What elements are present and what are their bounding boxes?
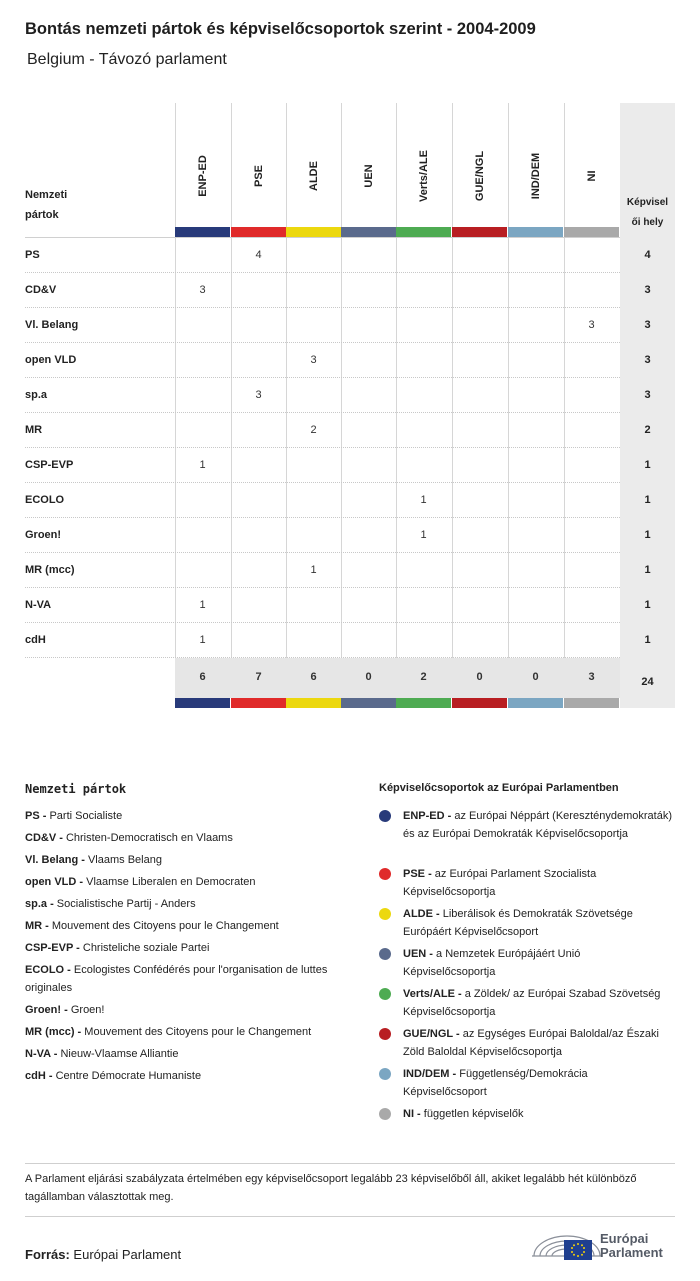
table-cell: 1 <box>310 564 317 576</box>
table-cell: 3 <box>310 354 317 366</box>
seats-cell: 1 <box>644 564 651 576</box>
row-divider <box>25 447 620 448</box>
legend-group-abbr: ENP-ED - <box>403 810 452 822</box>
group-color-bar <box>286 698 341 708</box>
group-total: 6 <box>199 671 206 683</box>
header-divider <box>25 237 620 238</box>
group-column-label: Verts/ALE <box>417 150 430 202</box>
group-total: 2 <box>420 671 427 683</box>
legend-party-text: Vlaamse Liberalen en Democraten <box>86 876 256 888</box>
legend-group-item <box>403 945 673 981</box>
seats-cell: 3 <box>644 389 651 401</box>
legend-group-abbr: IND/DEM - <box>403 1068 457 1080</box>
legend-party-text: Socialistische Partij - Anders <box>56 898 196 910</box>
group-color-bar <box>396 698 451 708</box>
logo-wordmark: Európai Parlament <box>600 1231 663 1260</box>
group-column-label: UEN <box>362 164 375 188</box>
party-name: MR (mcc) <box>25 564 75 576</box>
party-name: N-VA <box>25 599 52 611</box>
legend-party-text: Parti Socialiste <box>49 810 123 822</box>
party-name: sp.a <box>25 389 48 401</box>
legend-group-abbr: NI - <box>403 1108 421 1120</box>
seats-cell: 1 <box>644 599 651 611</box>
legend-group-item <box>403 1065 673 1101</box>
legend-party-item <box>25 895 365 913</box>
legend-group-text: az Európai Néppárt (Kereszténydemokraták) és az Európai Demokraták Képviselőcsoportja <box>403 810 673 840</box>
group-column-header <box>564 103 619 226</box>
legend-party-text: Christen-Democratisch en Vlaams <box>65 832 233 844</box>
legend-group-item <box>403 807 673 843</box>
legend-party-item <box>25 1045 365 1063</box>
group-column-header <box>341 103 396 226</box>
group-total: 6 <box>310 671 317 683</box>
row-divider <box>25 552 620 553</box>
group-column-header <box>396 103 451 226</box>
row-divider <box>25 412 620 413</box>
legend-group-text: az Egységes Európai Baloldal/az Északi Zöld Baloldal Képviselőcsoportja <box>403 1028 659 1058</box>
legend-group-text: az Európai Parlament Szocialista Képviselőcsoportja <box>403 868 597 898</box>
table-cell: 1 <box>199 634 206 646</box>
legend-party-text: Nieuw-Vlaamse Alliantie <box>60 1048 179 1060</box>
legend-party-item <box>25 829 365 847</box>
seats-column-header: Képvisel ői hely <box>626 197 669 228</box>
group-total: 0 <box>532 671 539 683</box>
row-divider <box>25 377 620 378</box>
legend-party-abbr: CD&V - <box>25 832 63 844</box>
legend-group-text: Függetlenség/Demokrácia Képviselőcsoport <box>403 1068 588 1098</box>
group-column-label: PSE <box>252 164 265 188</box>
divider <box>25 1163 675 1164</box>
source-line <box>25 1247 181 1262</box>
group-color-dot-icon <box>379 948 391 960</box>
legend-party-text: Mouvement des Citoyens pour le Changement <box>51 920 279 932</box>
table-cell: 3 <box>255 389 262 401</box>
group-column-header <box>231 103 286 226</box>
legend-party-item <box>25 961 365 997</box>
legend-party-item <box>25 939 365 957</box>
source-text: Európai Parlament <box>73 1247 182 1262</box>
seats-cell: 1 <box>644 494 651 506</box>
grand-total: 24 <box>641 676 654 688</box>
row-divider <box>25 272 620 273</box>
legend-group-text: a Nemzetek Európájáért Unió Képviselőcsoportja <box>403 948 581 978</box>
legend-group-abbr: Verts/ALE - <box>403 988 462 1000</box>
row-divider <box>25 622 620 623</box>
group-color-dot-icon <box>379 988 391 1000</box>
party-name: CD&V <box>25 284 57 296</box>
party-name: MR <box>25 424 43 436</box>
group-color-bar <box>508 698 563 708</box>
group-color-bar <box>231 698 286 708</box>
row-divider <box>25 482 620 483</box>
legend-party-item <box>25 1001 365 1019</box>
group-color-bar <box>452 698 507 708</box>
row-divider <box>25 587 620 588</box>
group-color-dot-icon <box>379 908 391 920</box>
legend-group-text: Liberálisok és Demokraták Szövetsége Európáért Képviselőcsoport <box>403 908 633 938</box>
group-column-label: NI <box>585 170 598 182</box>
group-color-dot-icon <box>379 1108 391 1120</box>
legend-party-text: Centre Démocrate Humaniste <box>55 1070 202 1082</box>
seats-cell: 1 <box>644 459 651 471</box>
legend-party-item <box>25 1023 365 1041</box>
legend-party-item <box>25 807 365 825</box>
legend-group-item <box>403 1105 673 1123</box>
group-color-dot-icon <box>379 810 391 822</box>
table-cell: 1 <box>199 459 206 471</box>
group-column-label: ENP-ED <box>196 155 209 197</box>
divider <box>25 1216 675 1217</box>
legend-party-text: Mouvement des Citoyens pour le Changement <box>84 1026 312 1038</box>
group-column-label: GUE/NGL <box>473 150 486 202</box>
legend-group-abbr: GUE/NGL - <box>403 1028 460 1040</box>
group-column-header <box>286 103 341 226</box>
legend-party-text: Ecologistes Confédérés pour l'organisation de luttes originales <box>25 964 328 994</box>
group-color-bar <box>175 698 230 708</box>
page-subtitle: Belgium - Távozó parlament <box>27 51 227 68</box>
party-name: Vl. Belang <box>25 319 79 331</box>
legend-party-item <box>25 917 365 935</box>
party-name: cdH <box>25 634 46 646</box>
group-total: 3 <box>588 671 595 683</box>
party-name: ECOLO <box>25 494 65 506</box>
group-color-dot-icon <box>379 868 391 880</box>
legend-party-abbr: MR - <box>25 920 49 932</box>
legend-party-item <box>25 851 365 869</box>
legend-party-abbr: Groen! - <box>25 1004 68 1016</box>
table-cell: 4 <box>255 249 262 261</box>
group-color-bar <box>564 698 619 708</box>
table-cell: 2 <box>310 424 317 436</box>
table-cell: 1 <box>420 494 427 506</box>
seats-cell: 3 <box>644 319 651 331</box>
group-total: 0 <box>476 671 483 683</box>
legend-party-abbr: CSP-EVP - <box>25 942 80 954</box>
legend-party-abbr: cdH - <box>25 1070 53 1082</box>
legend-group-abbr: PSE - <box>403 868 432 880</box>
footnote: A Parlament eljárási szabályzata értelmében egy képviselőcsoport legalább 23 képviselőből áll, akiket legalább hét különböző tagállamban választottak meg. <box>25 1173 637 1203</box>
seats-cell: 3 <box>644 284 651 296</box>
seats-cell: 2 <box>644 424 651 436</box>
legend-group-text: független képviselők <box>423 1108 524 1120</box>
table-cell: 1 <box>199 599 206 611</box>
legend-group-abbr: UEN - <box>403 948 433 960</box>
seats-cell: 3 <box>644 354 651 366</box>
legend-party-abbr: MR (mcc) - <box>25 1026 82 1038</box>
table-cell: 3 <box>199 284 206 296</box>
page-title: Bontás nemzeti pártok és képviselőcsoportok szerint - 2004-2009 <box>25 20 536 38</box>
legend-group-abbr: ALDE - <box>403 908 440 920</box>
legend-party-abbr: ECOLO - <box>25 964 71 976</box>
group-column-header <box>175 103 230 226</box>
party-name: open VLD <box>25 354 77 366</box>
seats-cell: 4 <box>644 249 651 261</box>
row-divider <box>25 307 620 308</box>
legend-party-abbr: open VLD - <box>25 876 84 888</box>
table-cell: 1 <box>420 529 427 541</box>
national-parties-legend-title: Nemzeti pártok <box>25 782 127 796</box>
row-divider <box>25 657 620 658</box>
seats-cell: 1 <box>644 529 651 541</box>
party-name: PS <box>25 249 40 261</box>
legend-party-abbr: Vl. Belang - <box>25 854 85 866</box>
legend-party-item <box>25 1067 365 1085</box>
legend-party-abbr: sp.a - <box>25 898 54 910</box>
legend-party-abbr: N-VA - <box>25 1048 58 1060</box>
group-column-label: ALDE <box>307 161 320 191</box>
legend-group-item <box>403 1025 673 1061</box>
row-divider <box>25 517 620 518</box>
legend-group-item <box>403 865 673 901</box>
group-color-dot-icon <box>379 1068 391 1080</box>
legend-group-item <box>403 985 673 1021</box>
party-column-header: Nemzeti pártok <box>25 189 68 221</box>
row-divider <box>25 342 620 343</box>
legend-party-item <box>25 873 365 891</box>
table-cell: 3 <box>588 319 595 331</box>
legend-group-text: a Zöldek/ az Európai Szabad Szövetség Képviselőcsoportja <box>403 988 661 1018</box>
legend-party-abbr: PS - <box>25 810 47 822</box>
group-color-dot-icon <box>379 1028 391 1040</box>
group-column-header <box>508 103 563 226</box>
source-label: Forrás: <box>25 1247 70 1262</box>
groups-legend-title: Képviselőcsoportok az Európai Parlamentben <box>379 782 619 794</box>
party-name: Groen! <box>25 529 62 541</box>
legend-group-item <box>403 905 673 941</box>
group-total: 7 <box>255 671 262 683</box>
group-column-label: IND/DEM <box>529 152 542 200</box>
party-name: CSP-EVP <box>25 459 74 471</box>
group-column-header <box>452 103 507 226</box>
legend-party-text: Christeliche soziale Partei <box>82 942 210 954</box>
seats-cell: 1 <box>644 634 651 646</box>
group-color-bar <box>341 698 396 708</box>
group-total: 0 <box>365 671 372 683</box>
legend-party-text: Vlaams Belang <box>87 854 162 866</box>
legend-party-text: Groen! <box>70 1004 105 1016</box>
